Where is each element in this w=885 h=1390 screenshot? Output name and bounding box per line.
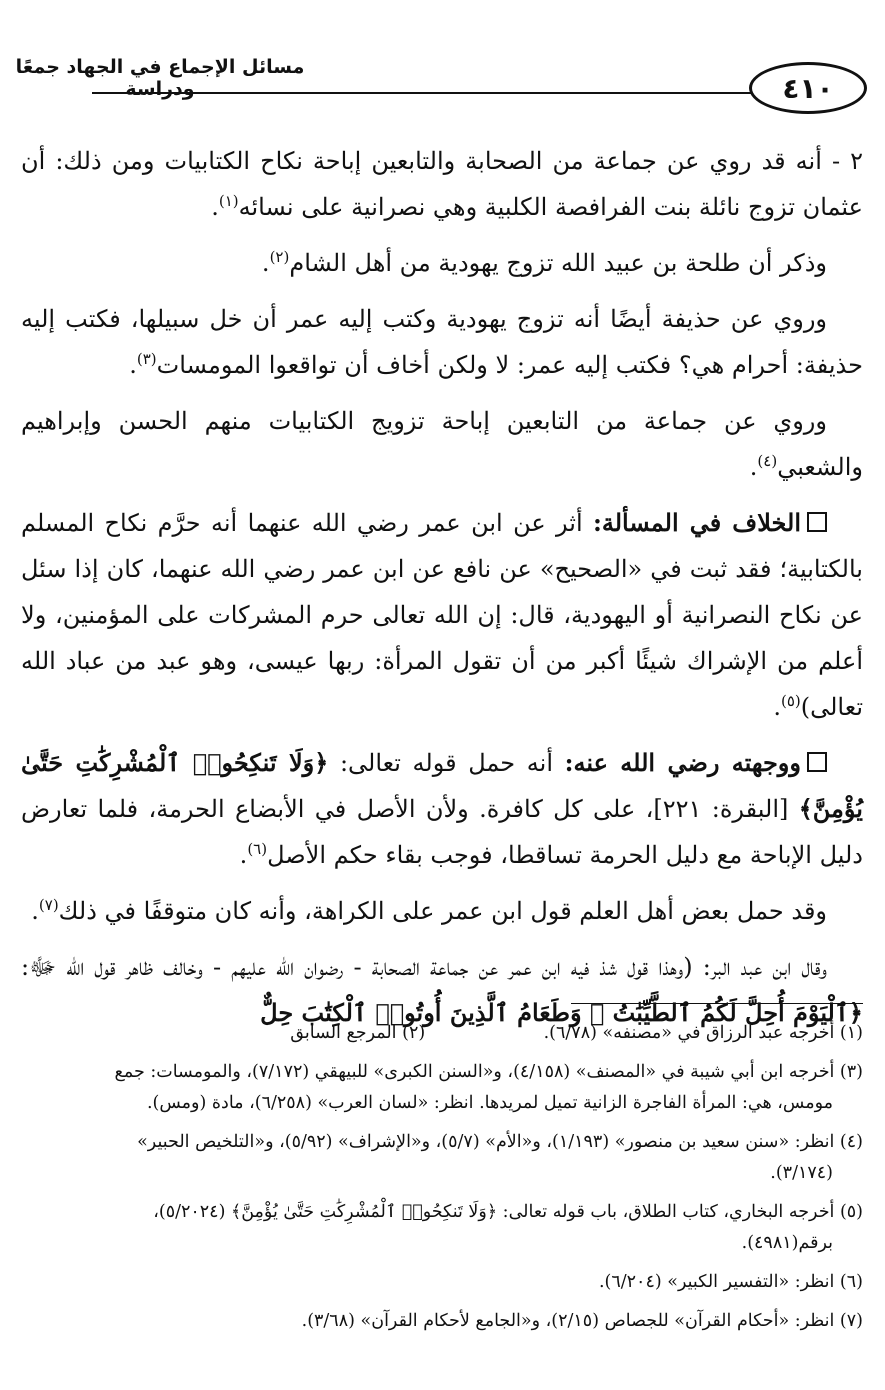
footnote-row-1-2 — [21, 1018, 863, 1049]
footnote-ref-6: (٦) — [247, 840, 268, 858]
footnote-6-text: (٦) انظر: «التفسير الكبير» (٦/٢٠٤). — [598, 1272, 863, 1292]
footnote-3 — [21, 1057, 863, 1119]
quran-verse-2: ﴿ٱلْيَوْمَ أُحِلَّ لَكُمُ ٱلطَّيِّبَٰتُ ۖ وَطَعَامُ ٱلَّذِينَ أُوتُوا۟ ٱلْكِتَٰبَ حِلٌّ — [260, 998, 863, 1027]
footnotes — [21, 1018, 863, 1345]
paragraph-7: وقد حمل بعض أهل العلم قول ابن عمر على الكراهة، وأنه كان متوقفًا في ذلك$^{(٧)}$. — [31, 896, 827, 925]
footnote-7 — [21, 1306, 863, 1337]
paragraph-5: الخلاف في المسألة: أثر عن ابن عمر رضي الله عنهما أنه حرَّم نكاح المسلم بالكتابية؛ فقد ثبت في «الصحيح» عن نافع عن ابن عمر رضي الله عنهما، كان إذا سئل عن نكاح النصرانية أو اليهودية، قال: إن الله تعالى حرم المشركات على المؤمنين، ولا أعلم من الإشراك شيئًا أكبر من أن تقول المرأة: ربها عيسى، وهو عبد من عباد الله تعالى)$^{(٥)}$. — [21, 508, 864, 721]
footnote-ref-7: (٧) — [38, 896, 59, 914]
footnote-3-text: (٣) أخرجه ابن أبي شيبة في «المصنف» (٤/١٥٨)، و«السنن الكبرى» للبيهقي (٧/١٧٢)، والمومسات: جمع — [114, 1062, 863, 1082]
footnote-7-text: (٧) انظر: «أحكام القرآن» للجصاص (٢/١٥)، و«الجامع لأحكام القرآن» (٣/٦٨). — [301, 1311, 863, 1331]
footnote-ref-1: (١) — [218, 192, 239, 210]
footnote-ref-4: (٤) — [757, 452, 778, 470]
footnote-4-continuation: (٣/١٧٤). — [770, 1163, 833, 1183]
footnote-5-continuation: برقم(٤٩٨١). — [741, 1233, 833, 1253]
paragraph-4: وروي عن جماعة من التابعين إباحة تزويج الكتابيات منهم الحسن وإبراهيم والشعبي$^{(٤)}$. — [21, 407, 863, 481]
paragraph-3: وروي عن حذيفة أيضًا أنه تزوج يهودية وكتب إليه عمر أن خل سبيلها، فكتب إليه حذيفة: أحرام هي؟ فكتب إليه عمر: لا ولكن أخاف أن تواقعوا المومسات$^{(٣)}$. — [21, 305, 863, 379]
paragraph-8-text: وقال ابن عبد البر: (وهذا قول شذ فيه ابن عمر عن جماعة الصحابة - رضوان الله عليهم - وخالف ظاهر قول الله ﷻ: — [21, 953, 827, 981]
paragraph-6-text-b: [البقرة: ٢٢١]، على كل كافرة. ولأن الأصل في الأبضاع الحرمة، فلما تعارض دليل الإباحة مع دليل الحرمة تساقطا، فوجب بقاء حكم الأصل — [21, 795, 863, 869]
paragraph-6: ووجهته رضي الله عنه: أنه حمل قوله تعالى: ﴿وَلَا تَنكِحُوا۟ ٱلْمُشْرِكَٰتِ حَتَّىٰ يُؤْمِنَّ﴾ [البقرة: ٢٢١]، على كل كافرة. ولأن الأصل في الأبضاع الحرمة، فلما تعارض دليل الإباحة مع دليل الحرمة تساقطا، فوجب بقاء حكم الأصل$^{(٦)}$. — [21, 748, 863, 869]
section-heading-reasoning: ووجهته رضي الله عنه: — [564, 748, 801, 777]
footnote-6 — [21, 1267, 863, 1298]
paragraph-3-text: وروي عن حذيفة أيضًا أنه تزوج يهودية وكتب إليه عمر أن خل سبيلها، فكتب إليه حذيفة: أحرام هي؟ فكتب إليه عمر: لا ولكن أخاف أن تواقعوا المومسات — [21, 305, 863, 379]
footnote-ref-3: (٣) — [136, 350, 157, 368]
footnote-ref-2: (٢) — [269, 248, 290, 266]
footnote-separator — [571, 1003, 863, 1004]
page-number: ٤١٠ — [782, 71, 834, 105]
paragraph-4-text: وروي عن جماعة من التابعين إباحة تزويج الكتابيات منهم الحسن وإبراهيم والشعبي — [21, 407, 863, 481]
footnote-3-continuation: مومس، هي: المرأة الفاجرة الزانية تميل لمريدها. انظر: «لسان العرب» (٦/٢٥٨)، مادة (ومس). — [146, 1093, 833, 1113]
footnote-4-text: (٤) انظر: «سنن سعيد بن منصور» (١/١٩٣)، و«الأم» (٥/٧)، و«الإشراف» (٥/٩٢)، و«التلخيص الحبير» — [137, 1132, 863, 1152]
footnote-5-text: (٥) أخرجه البخاري، كتاب الطلاق، باب قوله تعالى: ﴿وَلَا تَنكِحُوا۟ ٱلْمُشْرِكَٰتِ حَتَّىٰ يُؤْمِنَّ﴾ (٥/٢٠٢٤)، — [153, 1202, 863, 1222]
paragraph-1: ٢ - أنه قد روي عن جماعة من الصحابة والتابعين إباحة نكاح الكتابيات ومن ذلك: أن عثمان تزوج نائلة بنت الفرافصة الكلبية وهي نصرانية على نسائه$^{(١)}$. — [21, 147, 864, 221]
main-text — [21, 138, 863, 1046]
section-square-icon — [807, 752, 827, 772]
footnote-2: (٢) المرجع السابق — [290, 1023, 426, 1043]
footnote-4 — [21, 1127, 863, 1189]
running-title: مسائل الإجماع في الجهاد جمعًا ودراسة — [15, 56, 305, 100]
footnote-1: (١) أخرجه عبد الرزاق في «مصنفه» (٦/٧٨). — [543, 1023, 863, 1043]
quran-verse-1: ﴿وَلَا تَنكِحُوا۟ ٱلْمُشْرِكَٰتِ حَتَّىٰ يُؤْمِنَّ﴾ — [21, 748, 863, 823]
header-rule — [92, 92, 772, 94]
paragraph-5-text: أثر عن ابن عمر رضي الله عنهما أنه حرَّم نكاح المسلم بالكتابية؛ فقد ثبت في «الصحيح» عن نافع عن ابن عمر رضي الله عنهما، كان إذا سئل عن نكاح النصرانية أو اليهودية، قال: إن الله تعالى حرم المشركات على المؤمنين، ولا أعلم من الإشراك شيئًا أكبر من أن تقول المرأة: ربها عيسى، وهو عبد من عباد الله تعالى) — [21, 509, 864, 721]
section-square-icon — [807, 512, 827, 532]
footnote-5 — [21, 1197, 863, 1259]
paragraph-1-text: ٢ - أنه قد روي عن جماعة من الصحابة والتابعين إباحة نكاح الكتابيات ومن ذلك: أن عثمان تزوج نائلة بنت الفرافصة الكلبية وهي نصرانية على نسائه — [21, 147, 864, 221]
paragraph-7-text: وقد حمل بعض أهل العلم قول ابن عمر على الكراهة، وأنه كان متوقفًا في ذلك — [58, 897, 827, 925]
paragraph-6-text-a: أنه حمل قوله تعالى: — [339, 749, 553, 777]
section-heading-disagreement: الخلاف في المسألة: — [593, 508, 801, 537]
paragraph-2-text: وذكر أن طلحة بن عبيد الله تزوج يهودية من أهل الشام — [289, 249, 827, 277]
footnote-ref-5: (٥) — [780, 692, 801, 710]
paragraph-2: وذكر أن طلحة بن عبيد الله تزوج يهودية من أهل الشام$^{(٢)}$. — [261, 248, 827, 277]
page-number-badge — [749, 62, 867, 114]
